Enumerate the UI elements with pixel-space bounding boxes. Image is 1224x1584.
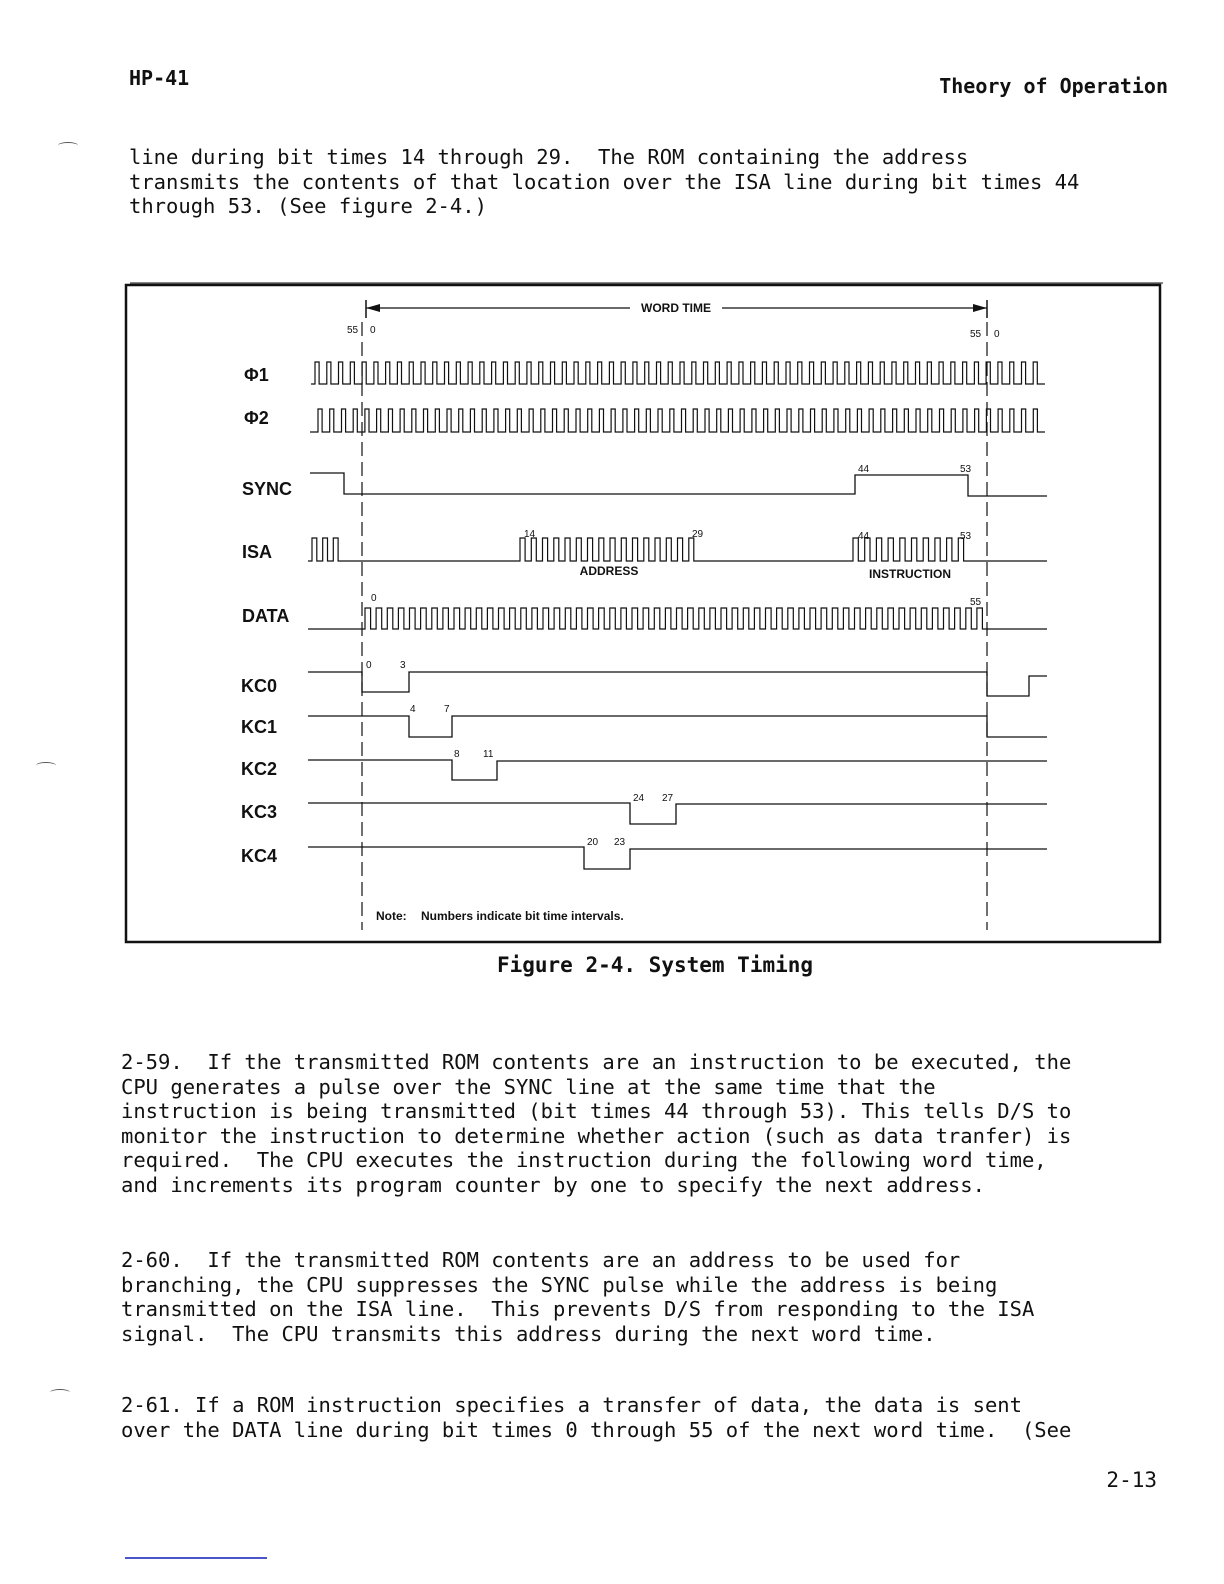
kc3-mark-end: 27 [662, 793, 674, 804]
isa-address-label: ADDRESS [579, 564, 639, 578]
waveform-phi1 [311, 362, 1045, 384]
isa-address-start: 14 [524, 529, 536, 540]
sync-mark-start: 44 [858, 464, 870, 475]
kc2-mark-end: 11 [483, 749, 494, 760]
kc2-mark-start: 8 [454, 749, 460, 760]
text-line: transmits the contents of that location over the ISA line during bit times 44 [129, 169, 1080, 194]
isa-instruction-end: 53 [960, 531, 972, 542]
text-line: signal. The CPU transmits this address during the next word time. [121, 1321, 936, 1346]
kc1-mark-end: 7 [444, 704, 450, 715]
waveform-isa [308, 538, 1047, 561]
waveform-kc3 [308, 803, 1047, 824]
signal-label-kc2: KC2 [241, 759, 278, 779]
signal-label-isa: ISA [242, 542, 273, 562]
footer-rule [125, 1557, 267, 1559]
figure-caption: Figure 2-4. System Timing [496, 953, 814, 977]
paragraph-2-60 [121, 1248, 1034, 1346]
signal-label-sync: SYNC [242, 479, 293, 499]
waveform-kc4 [308, 847, 1047, 869]
binding-mark [58, 142, 78, 149]
data-mark-end: 55 [970, 597, 982, 608]
paragraph-2-59 [121, 1050, 1071, 1197]
text-line: over the DATA line during bit times 0 through 55 of the next word time. (See [121, 1417, 1072, 1442]
figure-note-label: Note: [376, 909, 407, 923]
arrow-right-icon [973, 304, 987, 312]
kc4-mark-end: 23 [614, 837, 626, 848]
text-line: instruction is being transmitted (bit times 44 through 53). This tells D/S to [121, 1099, 1072, 1123]
signal-label-kc0: KC0 [241, 676, 278, 696]
paragraph-2-61 [121, 1393, 1071, 1442]
text-line: through 53. (See figure 2-4.) [129, 194, 487, 218]
boundary-left-55: 55 [347, 325, 359, 336]
boundary-right-55: 55 [970, 329, 982, 340]
text-line: 2-61. If a ROM instruction specifies a transfer of data, the data is sent [121, 1393, 1022, 1417]
waveform-kc1 [308, 716, 1047, 737]
waveform-kc2 [308, 760, 1047, 780]
text-line: monitor the instruction to determine whether action (such as data tranfer) is [121, 1123, 1072, 1148]
kc0-mark-start: 0 [366, 660, 372, 671]
boundary-left-0: 0 [370, 325, 376, 336]
page-number: 2-13 [1106, 1468, 1157, 1492]
waveform-sync [310, 473, 1047, 496]
binding-mark [36, 762, 56, 769]
isa-instruction-start: 44 [858, 531, 870, 542]
text-line: branching, the CPU suppresses the SYNC pulse while the address is being [121, 1272, 998, 1297]
text-line: 2-59. If the transmitted ROM contents are an instruction to be executed, the [121, 1050, 1072, 1074]
kc3-mark-start: 24 [633, 793, 645, 804]
data-mark-start: 0 [371, 593, 377, 604]
running-header-right: Theory of Operation [939, 74, 1168, 98]
kc1-mark-start: 4 [410, 704, 416, 715]
figure-note-text: Numbers indicate bit time intervals. [421, 909, 624, 923]
text-line: and increments its program counter by one to specify the next address. [121, 1172, 985, 1197]
waveform-phi2 [310, 409, 1045, 432]
running-header-left: HP-41 [129, 66, 190, 90]
sync-mark-end: 53 [960, 464, 972, 475]
binding-mark [50, 1389, 70, 1396]
kc4-mark-start: 20 [587, 837, 599, 848]
signal-label-kc1: KC1 [241, 717, 278, 737]
text-line: 2-60. If the transmitted ROM contents are an address to be used for [121, 1248, 961, 1272]
signal-label-phi1: Φ1 [244, 365, 269, 385]
text-line: line during bit times 14 through 29. The ROM containing the address [129, 145, 969, 169]
word-time-label: WORD TIME [641, 301, 711, 315]
waveform-data [308, 608, 1047, 629]
text-line: required. The CPU executes the instruction during the following word time, [121, 1148, 1047, 1172]
signal-label-kc4: KC4 [241, 846, 278, 866]
signal-label-kc3: KC3 [241, 802, 278, 822]
text-line: transmitted on the ISA line. This prevents D/S from responding to the ISA [121, 1297, 1035, 1321]
waveform-kc0 [308, 672, 1047, 696]
kc0-mark-end: 3 [400, 660, 406, 671]
boundary-right-0: 0 [994, 329, 1000, 340]
text-line: CPU generates a pulse over the SYNC line at the same time that the [121, 1074, 936, 1099]
signal-label-phi2: Φ2 [244, 408, 269, 428]
isa-instruction-label: INSTRUCTION [869, 567, 951, 581]
signal-label-data: DATA [242, 606, 290, 626]
arrow-left-icon [366, 304, 380, 312]
isa-address-end: 29 [692, 529, 704, 540]
